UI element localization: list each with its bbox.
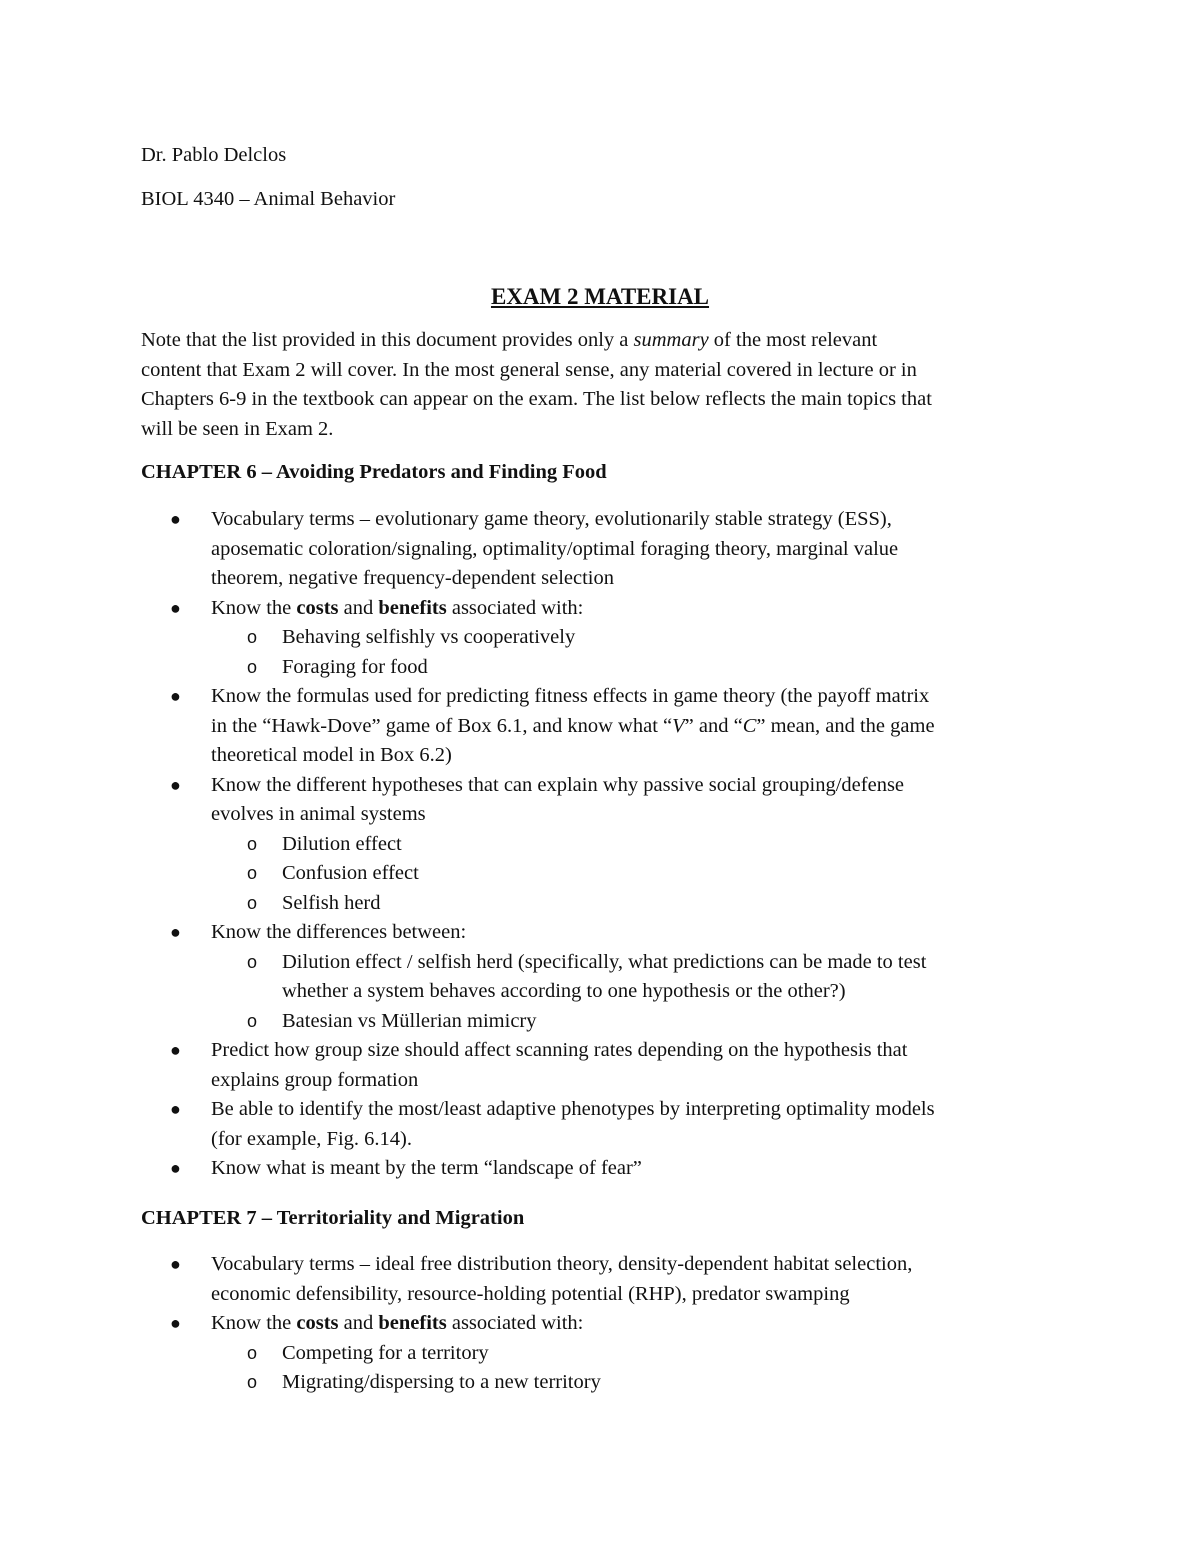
sub-list-item: o Confusion effect xyxy=(0,859,1200,889)
sub-bullet-icon: o xyxy=(247,863,258,883)
sub-bullet-icon: o xyxy=(247,951,258,972)
sub-list-item: o Dilution effect / selfish herd (specifically, what predictions can be made to test whether a system behaves according to one hypothesis or the other?) xyxy=(0,948,1200,1007)
sub-bullet-icon: o xyxy=(247,1372,258,1392)
sub-list-item: o Selfish herd xyxy=(0,889,1200,919)
intro-line: content that Exam 2 will cover. In the most general sense, any material covered in lecture or in xyxy=(141,358,917,381)
sub-list-item: o Behaving selfishly vs cooperatively xyxy=(0,623,1200,653)
list-item: ● Predict how group size should affect scanning rates depending on the hypothesis that explains group formation xyxy=(0,1036,1200,1095)
list-item: ● Vocabulary terms – ideal free distribution theory, density-dependent habitat selection, economic defensibility, resource-holding potential (RHP), predator swamping xyxy=(0,1250,1200,1309)
chapter-6-list xyxy=(0,505,1200,1184)
chapter-7-list xyxy=(0,1250,1200,1398)
intro-paragraph xyxy=(141,326,1056,444)
bullet-icon: ● xyxy=(170,774,181,795)
sub-list-item: o Competing for a territory xyxy=(0,1339,1200,1369)
list-item: ● Be able to identify the most/least adaptive phenotypes by interpreting optimality models (for example, Fig. 6.14). xyxy=(0,1095,1200,1154)
bullet-icon: ● xyxy=(170,1313,181,1333)
bullet-icon: ● xyxy=(170,1099,181,1119)
page-title: EXAM 2 MATERIAL xyxy=(490,284,710,309)
list-item: ● Know the costs and benefits associated with: xyxy=(0,594,1200,624)
intro-line: Chapters 6-9 in the textbook can appear on the exam. The list below reflects the main topics that xyxy=(141,388,932,410)
list-item: ● Know the formulas used for predicting fitness effects in game theory (the payoff matrix in the “Hawk-Dove” game of Box 6.1, and know what “V” and “C” mean, and the game theoretical model in Box 6.2) xyxy=(0,682,1200,771)
sub-list-item: o Migrating/dispersing to a new territory xyxy=(0,1368,1200,1398)
sub-list-item: o Batesian vs Müllerian mimicry xyxy=(0,1007,1200,1037)
list-item: ● Know the different hypotheses that can explain why passive social grouping/defense evolves in animal systems xyxy=(0,771,1200,830)
bullet-icon: ● xyxy=(170,597,181,618)
bullet-icon: ● xyxy=(170,1254,181,1274)
sub-bullet-icon: o xyxy=(247,627,258,647)
sub-list-item: o Dilution effect xyxy=(0,830,1200,860)
list-item: ● Know what is meant by the term “landscape of fear” xyxy=(0,1154,1200,1184)
bullet-icon: ● xyxy=(170,686,181,706)
bullet-icon: ● xyxy=(170,922,181,942)
list-item: ● Know the differences between: xyxy=(0,918,1200,948)
bullet-icon: ● xyxy=(170,1158,181,1178)
sub-bullet-icon: o xyxy=(247,1010,258,1031)
sub-bullet-icon: o xyxy=(247,892,258,913)
author-line: Dr. Pablo Delclos xyxy=(141,144,287,166)
bullet-icon: ● xyxy=(170,509,181,529)
sub-bullet-icon: o xyxy=(247,656,258,677)
intro-line: Note that the list provided in this document provides only a summary of the most relevant xyxy=(141,329,878,351)
sub-list-item: o Foraging for food xyxy=(0,653,1200,683)
intro-line: will be seen in Exam 2. xyxy=(141,417,334,440)
chapter-6-heading: CHAPTER 6 – Avoiding Predators and Finding Food xyxy=(141,461,607,483)
sub-bullet-icon: o xyxy=(247,1342,258,1363)
chapter-7-heading: CHAPTER 7 – Territoriality and Migration xyxy=(141,1207,525,1229)
list-item: ● Vocabulary terms – evolutionary game theory, evolutionarily stable strategy (ESS), aposematic coloration/signaling, optimality/optimal foraging theory, marginal value theorem, negative frequency-dependent selection xyxy=(0,505,1200,594)
course-line: BIOL 4340 – Animal Behavior xyxy=(141,188,396,210)
sub-bullet-icon: o xyxy=(247,833,258,854)
emphasis-summary: summary xyxy=(633,329,709,351)
list-item: ● Know the costs and benefits associated with: xyxy=(0,1309,1200,1339)
bullet-icon: ● xyxy=(170,1040,181,1060)
